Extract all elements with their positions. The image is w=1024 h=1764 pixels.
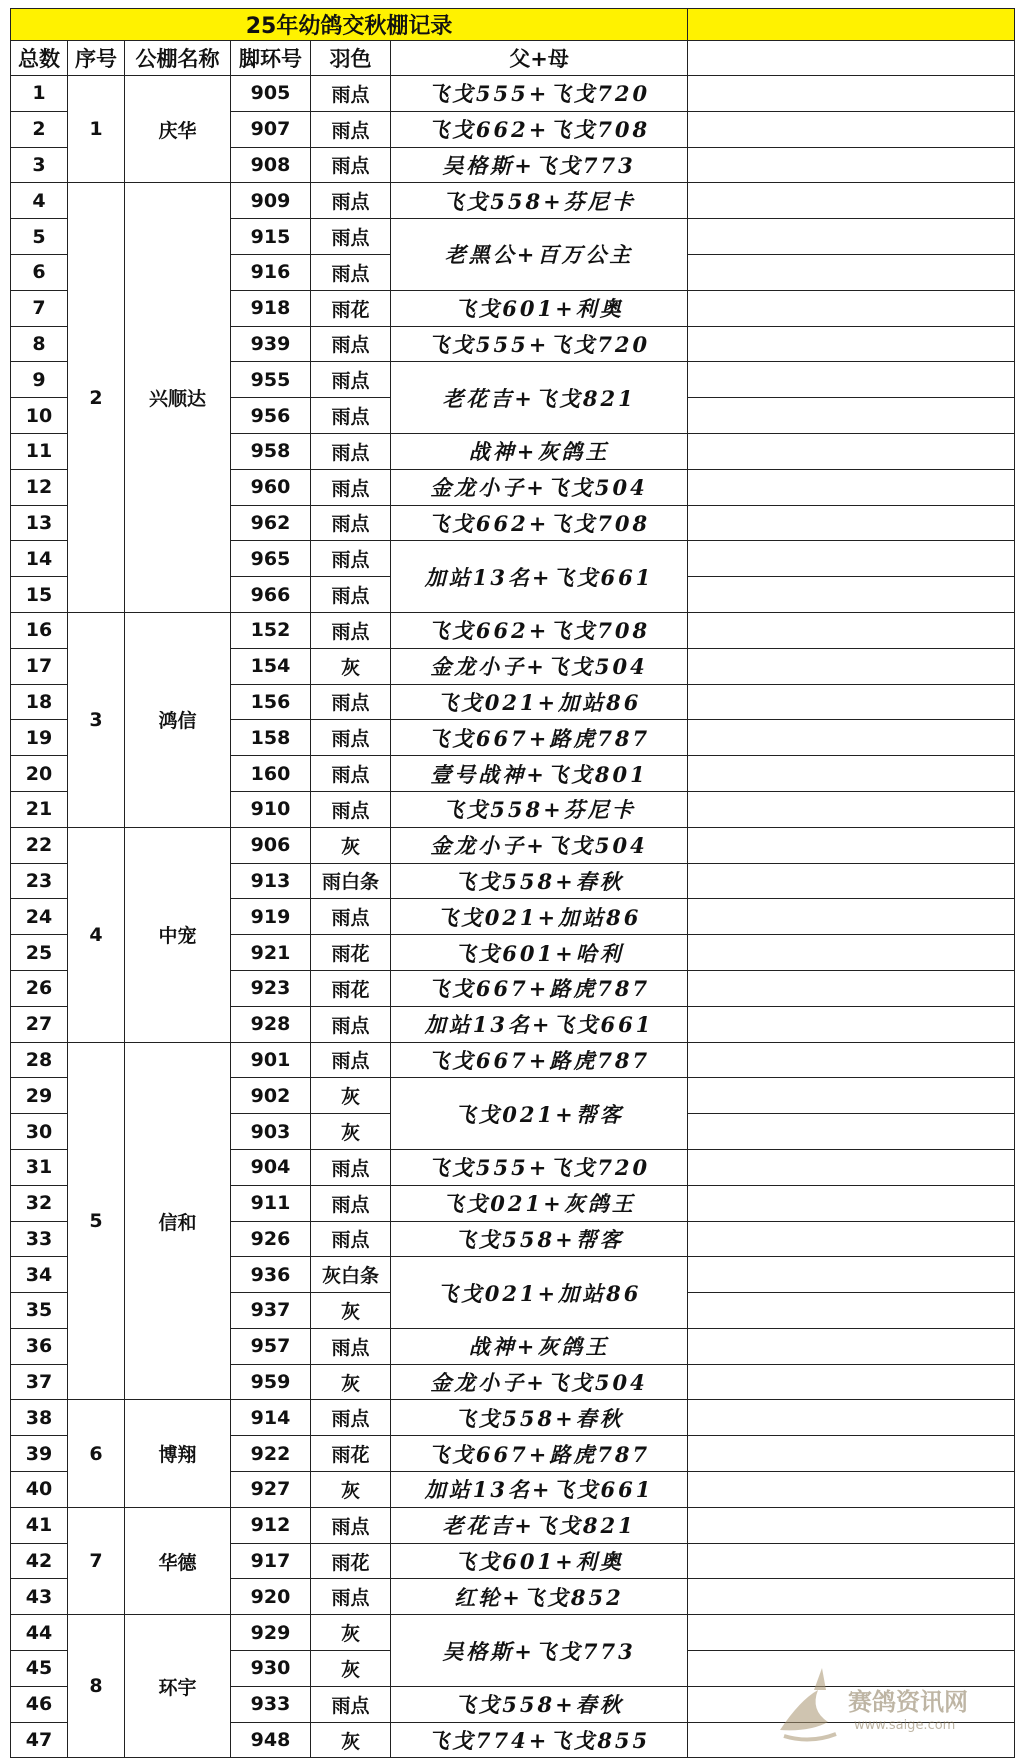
parents-cell: 飞戈601+利奥 xyxy=(391,290,688,326)
note-cell xyxy=(688,398,1015,434)
loft-name-cell: 中宠 xyxy=(125,827,231,1042)
parents-cell: 飞戈021+加站86 xyxy=(391,684,688,720)
note-cell xyxy=(688,1006,1015,1042)
ring-number-cell: 933 xyxy=(231,1686,311,1722)
ring-number-cell: 905 xyxy=(231,76,311,112)
ring-number-cell: 909 xyxy=(231,183,311,219)
header-seq: 序号 xyxy=(68,41,125,76)
total-no-cell: 4 xyxy=(11,183,68,219)
note-cell xyxy=(688,1579,1015,1615)
note-cell xyxy=(688,970,1015,1006)
note-cell xyxy=(688,505,1015,541)
parents-cell: 飞戈662+飞戈708 xyxy=(391,612,688,648)
parents-cell: 飞戈667+路虎787 xyxy=(391,1436,688,1472)
note-cell xyxy=(688,1615,1015,1651)
note-cell xyxy=(688,362,1015,398)
feather-color-cell: 雨点 xyxy=(311,111,391,147)
note-cell xyxy=(688,1257,1015,1293)
feather-color-cell: 雨点 xyxy=(311,720,391,756)
total-no-cell: 40 xyxy=(11,1472,68,1508)
note-cell xyxy=(688,433,1015,469)
title-empty-cell xyxy=(688,9,1015,41)
ring-number-cell: 920 xyxy=(231,1579,311,1615)
total-no-cell: 28 xyxy=(11,1042,68,1078)
table-row xyxy=(11,1507,1015,1543)
ring-number-cell: 907 xyxy=(231,111,311,147)
total-no-cell: 42 xyxy=(11,1543,68,1579)
note-cell xyxy=(688,1042,1015,1078)
total-no-cell: 9 xyxy=(11,362,68,398)
note-cell xyxy=(688,935,1015,971)
ring-number-cell: 965 xyxy=(231,541,311,577)
parents-cell: 飞戈558+帮客 xyxy=(391,1221,688,1257)
feather-color-cell: 雨点 xyxy=(311,147,391,183)
total-no-cell: 2 xyxy=(11,111,68,147)
note-cell xyxy=(688,76,1015,112)
parents-cell: 吴格斯+飞戈773 xyxy=(391,1615,688,1687)
seq-cell: 5 xyxy=(68,1042,125,1400)
feather-color-cell: 雨点 xyxy=(311,1149,391,1185)
note-cell xyxy=(688,254,1015,290)
total-no-cell: 11 xyxy=(11,433,68,469)
header-feather-color: 羽色 xyxy=(311,41,391,76)
feather-color-cell: 雨点 xyxy=(311,1400,391,1436)
feather-color-cell: 雨点 xyxy=(311,1221,391,1257)
ring-number-cell: 901 xyxy=(231,1042,311,1078)
ring-number-cell: 916 xyxy=(231,254,311,290)
total-no-cell: 37 xyxy=(11,1364,68,1400)
total-no-cell: 41 xyxy=(11,1507,68,1543)
note-cell xyxy=(688,863,1015,899)
total-no-cell: 13 xyxy=(11,505,68,541)
ring-number-cell: 915 xyxy=(231,219,311,255)
total-no-cell: 32 xyxy=(11,1185,68,1221)
ring-number-cell: 939 xyxy=(231,326,311,362)
table-row xyxy=(11,827,1015,863)
feather-color-cell: 雨点 xyxy=(311,541,391,577)
total-no-cell: 15 xyxy=(11,577,68,613)
note-cell xyxy=(688,111,1015,147)
ring-number-cell: 152 xyxy=(231,612,311,648)
seq-cell: 3 xyxy=(68,612,125,827)
parents-cell: 吴格斯+飞戈773 xyxy=(391,147,688,183)
ring-number-cell: 910 xyxy=(231,791,311,827)
note-cell xyxy=(688,1328,1015,1364)
total-no-cell: 43 xyxy=(11,1579,68,1615)
parents-cell: 老花吉+飞戈821 xyxy=(391,362,688,434)
parents-cell: 加站13名+飞戈661 xyxy=(391,541,688,613)
feather-color-cell: 雨点 xyxy=(311,791,391,827)
note-cell xyxy=(688,290,1015,326)
total-no-cell: 47 xyxy=(11,1722,68,1758)
parents-cell: 飞戈555+飞戈720 xyxy=(391,1149,688,1185)
parents-cell: 飞戈667+路虎787 xyxy=(391,970,688,1006)
note-cell xyxy=(688,756,1015,792)
note-cell xyxy=(688,219,1015,255)
feather-color-cell: 雨点 xyxy=(311,577,391,613)
feather-color-cell: 雨点 xyxy=(311,1579,391,1615)
ring-number-cell: 927 xyxy=(231,1472,311,1508)
table-row xyxy=(11,1400,1015,1436)
ring-number-cell: 923 xyxy=(231,970,311,1006)
feather-color-cell: 雨花 xyxy=(311,290,391,326)
parents-cell: 壹号战神+飞戈801 xyxy=(391,756,688,792)
note-cell xyxy=(688,612,1015,648)
ring-number-cell: 156 xyxy=(231,684,311,720)
feather-color-cell: 灰 xyxy=(311,1364,391,1400)
ring-number-cell: 929 xyxy=(231,1615,311,1651)
feather-color-cell: 灰 xyxy=(311,1651,391,1687)
header-empty xyxy=(688,41,1015,76)
feather-color-cell: 雨点 xyxy=(311,684,391,720)
parents-cell: 飞戈558+芬尼卡 xyxy=(391,791,688,827)
ring-number-cell: 928 xyxy=(231,1006,311,1042)
parents-cell: 飞戈558+芬尼卡 xyxy=(391,183,688,219)
note-cell xyxy=(688,1507,1015,1543)
feather-color-cell: 灰 xyxy=(311,1078,391,1114)
note-cell xyxy=(688,469,1015,505)
note-cell xyxy=(688,684,1015,720)
ring-number-cell: 903 xyxy=(231,1114,311,1150)
total-no-cell: 8 xyxy=(11,326,68,362)
feather-color-cell: 雨点 xyxy=(311,398,391,434)
total-no-cell: 20 xyxy=(11,756,68,792)
seq-cell: 6 xyxy=(68,1400,125,1507)
parents-cell: 老花吉+飞戈821 xyxy=(391,1507,688,1543)
note-cell xyxy=(688,1472,1015,1508)
parents-cell: 老黑公+百万公主 xyxy=(391,219,688,291)
feather-color-cell: 雨点 xyxy=(311,1328,391,1364)
feather-color-cell: 雨点 xyxy=(311,1686,391,1722)
note-cell xyxy=(688,791,1015,827)
note-cell xyxy=(688,326,1015,362)
feather-color-cell: 雨点 xyxy=(311,219,391,255)
loft-name-cell: 华德 xyxy=(125,1507,231,1614)
note-cell xyxy=(688,899,1015,935)
feather-color-cell: 雨点 xyxy=(311,362,391,398)
note-cell xyxy=(688,1293,1015,1329)
ring-number-cell: 918 xyxy=(231,290,311,326)
total-no-cell: 19 xyxy=(11,720,68,756)
parents-cell: 战神+灰鸽王 xyxy=(391,433,688,469)
feather-color-cell: 雨点 xyxy=(311,469,391,505)
total-no-cell: 21 xyxy=(11,791,68,827)
ring-number-cell: 906 xyxy=(231,827,311,863)
seq-cell: 2 xyxy=(68,183,125,613)
pigeon-logo-icon xyxy=(770,1660,850,1750)
ring-number-cell: 966 xyxy=(231,577,311,613)
feather-color-cell: 雨点 xyxy=(311,183,391,219)
total-no-cell: 6 xyxy=(11,254,68,290)
parents-cell: 飞戈558+春秋 xyxy=(391,1686,688,1722)
feather-color-cell: 雨白条 xyxy=(311,863,391,899)
parents-cell: 飞戈021+加站86 xyxy=(391,899,688,935)
feather-color-cell: 雨点 xyxy=(311,899,391,935)
loft-name-cell: 信和 xyxy=(125,1042,231,1400)
total-no-cell: 45 xyxy=(11,1651,68,1687)
table-title: 25年幼鸽交秋棚记录 xyxy=(11,9,688,41)
total-no-cell: 30 xyxy=(11,1114,68,1150)
note-cell xyxy=(688,1185,1015,1221)
parents-cell: 加站13名+飞戈661 xyxy=(391,1472,688,1508)
note-cell xyxy=(688,1364,1015,1400)
parents-cell: 飞戈021+加站86 xyxy=(391,1257,688,1329)
note-cell xyxy=(688,577,1015,613)
ring-number-cell: 919 xyxy=(231,899,311,935)
total-no-cell: 44 xyxy=(11,1615,68,1651)
ring-number-cell: 158 xyxy=(231,720,311,756)
feather-color-cell: 雨花 xyxy=(311,935,391,971)
feather-color-cell: 雨点 xyxy=(311,612,391,648)
ring-number-cell: 160 xyxy=(231,756,311,792)
loft-name-cell: 博翔 xyxy=(125,1400,231,1507)
ring-number-cell: 948 xyxy=(231,1722,311,1758)
parents-cell: 飞戈021+灰鸽王 xyxy=(391,1185,688,1221)
total-no-cell: 46 xyxy=(11,1686,68,1722)
note-cell xyxy=(688,183,1015,219)
parents-cell: 金龙小子+飞戈504 xyxy=(391,469,688,505)
note-cell xyxy=(688,720,1015,756)
ring-number-cell: 922 xyxy=(231,1436,311,1472)
watermark-text: 赛鸽资讯网 xyxy=(848,1688,968,1716)
total-no-cell: 18 xyxy=(11,684,68,720)
total-no-cell: 34 xyxy=(11,1257,68,1293)
parents-cell: 飞戈558+春秋 xyxy=(391,863,688,899)
seq-cell: 1 xyxy=(68,76,125,183)
total-no-cell: 16 xyxy=(11,612,68,648)
total-no-cell: 22 xyxy=(11,827,68,863)
parents-cell: 飞戈555+飞戈720 xyxy=(391,326,688,362)
seq-cell: 7 xyxy=(68,1507,125,1614)
feather-color-cell: 灰 xyxy=(311,1722,391,1758)
feather-color-cell: 雨点 xyxy=(311,1507,391,1543)
total-no-cell: 26 xyxy=(11,970,68,1006)
parents-cell: 飞戈667+路虎787 xyxy=(391,720,688,756)
note-cell xyxy=(688,1114,1015,1150)
loft-name-cell: 鸿信 xyxy=(125,612,231,827)
note-cell xyxy=(688,147,1015,183)
total-no-cell: 31 xyxy=(11,1149,68,1185)
parents-cell: 金龙小子+飞戈504 xyxy=(391,648,688,684)
table-row xyxy=(11,1615,1015,1651)
total-no-cell: 14 xyxy=(11,541,68,577)
note-cell xyxy=(688,541,1015,577)
ring-number-cell: 937 xyxy=(231,1293,311,1329)
ring-number-cell: 956 xyxy=(231,398,311,434)
parents-cell: 飞戈662+飞戈708 xyxy=(391,505,688,541)
ring-number-cell: 904 xyxy=(231,1149,311,1185)
feather-color-cell: 灰 xyxy=(311,1472,391,1508)
note-cell xyxy=(688,1400,1015,1436)
total-no-cell: 3 xyxy=(11,147,68,183)
total-no-cell: 7 xyxy=(11,290,68,326)
parents-cell: 飞戈601+哈利 xyxy=(391,935,688,971)
parents-cell: 红轮+飞戈852 xyxy=(391,1579,688,1615)
total-no-cell: 36 xyxy=(11,1328,68,1364)
ring-number-cell: 926 xyxy=(231,1221,311,1257)
note-cell xyxy=(688,827,1015,863)
note-cell xyxy=(688,1078,1015,1114)
total-no-cell: 35 xyxy=(11,1293,68,1329)
pigeon-record-table xyxy=(10,8,1015,1758)
ring-number-cell: 962 xyxy=(231,505,311,541)
total-no-cell: 5 xyxy=(11,219,68,255)
feather-color-cell: 灰白条 xyxy=(311,1257,391,1293)
parents-cell: 飞戈667+路虎787 xyxy=(391,1042,688,1078)
table-row xyxy=(11,76,1015,112)
total-no-cell: 1 xyxy=(11,76,68,112)
total-no-cell: 24 xyxy=(11,899,68,935)
feather-color-cell: 雨花 xyxy=(311,1543,391,1579)
feather-color-cell: 雨点 xyxy=(311,433,391,469)
parents-cell: 金龙小子+飞戈504 xyxy=(391,1364,688,1400)
parents-cell: 战神+灰鸽王 xyxy=(391,1328,688,1364)
feather-color-cell: 雨点 xyxy=(311,326,391,362)
total-no-cell: 25 xyxy=(11,935,68,971)
ring-number-cell: 930 xyxy=(231,1651,311,1687)
ring-number-cell: 911 xyxy=(231,1185,311,1221)
feather-color-cell: 雨点 xyxy=(311,1006,391,1042)
seq-cell: 8 xyxy=(68,1615,125,1758)
seq-cell: 4 xyxy=(68,827,125,1042)
feather-color-cell: 雨花 xyxy=(311,970,391,1006)
total-no-cell: 38 xyxy=(11,1400,68,1436)
ring-number-cell: 958 xyxy=(231,433,311,469)
loft-name-cell: 环宇 xyxy=(125,1615,231,1758)
feather-color-cell: 雨点 xyxy=(311,1042,391,1078)
header-total: 总数 xyxy=(11,41,68,76)
feather-color-cell: 灰 xyxy=(311,1293,391,1329)
ring-number-cell: 957 xyxy=(231,1328,311,1364)
note-cell xyxy=(688,1149,1015,1185)
table-row xyxy=(11,183,1015,219)
ring-number-cell: 936 xyxy=(231,1257,311,1293)
note-cell xyxy=(688,1543,1015,1579)
note-cell xyxy=(688,648,1015,684)
feather-color-cell: 灰 xyxy=(311,648,391,684)
parents-cell: 飞戈558+春秋 xyxy=(391,1400,688,1436)
note-cell xyxy=(688,1221,1015,1257)
feather-color-cell: 雨点 xyxy=(311,505,391,541)
ring-number-cell: 908 xyxy=(231,147,311,183)
watermark xyxy=(770,1660,1000,1750)
feather-color-cell: 雨点 xyxy=(311,756,391,792)
table-row xyxy=(11,612,1015,648)
ring-number-cell: 914 xyxy=(231,1400,311,1436)
ring-number-cell: 955 xyxy=(231,362,311,398)
feather-color-cell: 雨花 xyxy=(311,1436,391,1472)
parents-cell: 飞戈601+利奥 xyxy=(391,1543,688,1579)
feather-color-cell: 灰 xyxy=(311,827,391,863)
total-no-cell: 10 xyxy=(11,398,68,434)
header-row xyxy=(11,41,1015,76)
parents-cell: 加站13名+飞戈661 xyxy=(391,1006,688,1042)
total-no-cell: 12 xyxy=(11,469,68,505)
total-no-cell: 29 xyxy=(11,1078,68,1114)
ring-number-cell: 902 xyxy=(231,1078,311,1114)
feather-color-cell: 雨点 xyxy=(311,1185,391,1221)
parents-cell: 飞戈662+飞戈708 xyxy=(391,111,688,147)
loft-name-cell: 兴顺达 xyxy=(125,183,231,613)
parents-cell: 飞戈021+帮客 xyxy=(391,1078,688,1150)
feather-color-cell: 灰 xyxy=(311,1615,391,1651)
header-loft-name: 公棚名称 xyxy=(125,41,231,76)
parents-cell: 飞戈774+飞戈855 xyxy=(391,1722,688,1758)
total-no-cell: 39 xyxy=(11,1436,68,1472)
ring-number-cell: 960 xyxy=(231,469,311,505)
header-parents: 父+母 xyxy=(391,41,688,76)
total-no-cell: 27 xyxy=(11,1006,68,1042)
table-row xyxy=(11,1042,1015,1078)
note-cell xyxy=(688,1436,1015,1472)
ring-number-cell: 917 xyxy=(231,1543,311,1579)
ring-number-cell: 959 xyxy=(231,1364,311,1400)
loft-name-cell: 庆华 xyxy=(125,76,231,183)
parents-cell: 金龙小子+飞戈504 xyxy=(391,827,688,863)
header-ring-number: 脚环号 xyxy=(231,41,311,76)
total-no-cell: 23 xyxy=(11,863,68,899)
feather-color-cell: 雨点 xyxy=(311,76,391,112)
ring-number-cell: 913 xyxy=(231,863,311,899)
feather-color-cell: 雨点 xyxy=(311,254,391,290)
watermark-url: www.saige.com xyxy=(854,1718,956,1733)
total-no-cell: 33 xyxy=(11,1221,68,1257)
ring-number-cell: 154 xyxy=(231,648,311,684)
ring-number-cell: 921 xyxy=(231,935,311,971)
ring-number-cell: 912 xyxy=(231,1507,311,1543)
feather-color-cell: 灰 xyxy=(311,1114,391,1150)
parents-cell: 飞戈555+飞戈720 xyxy=(391,76,688,112)
total-no-cell: 17 xyxy=(11,648,68,684)
